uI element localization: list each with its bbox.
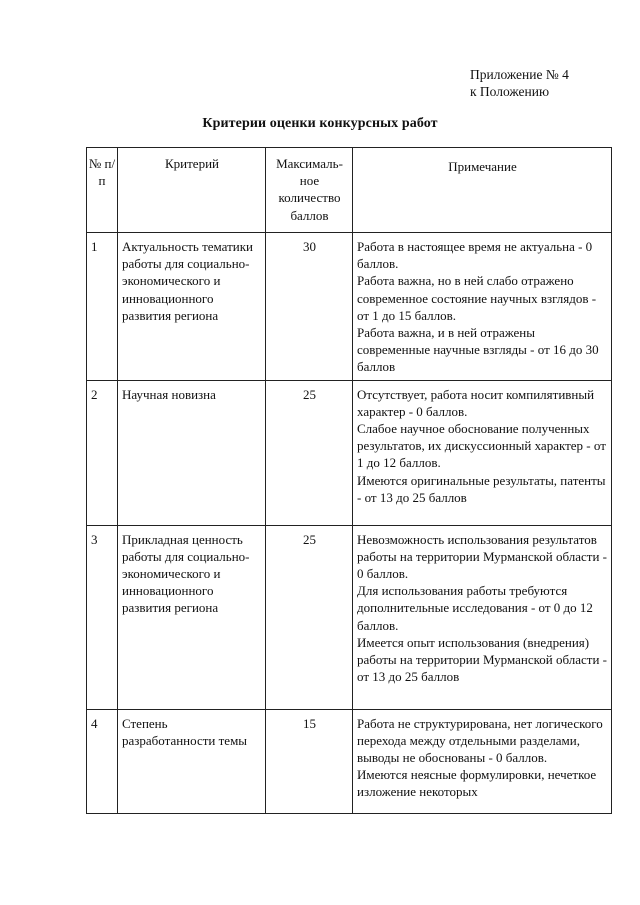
criteria-table bbox=[86, 147, 612, 814]
appendix-regulation: к Положению bbox=[470, 84, 550, 99]
document-title: Критерии оценки конкурсных работ bbox=[202, 116, 438, 131]
row-note bbox=[353, 380, 612, 525]
header-max-score: Максималь-ное количество баллов bbox=[266, 148, 353, 233]
row-number: 2 bbox=[87, 380, 118, 525]
row-max-score: 25 bbox=[266, 380, 353, 525]
table-row bbox=[87, 380, 612, 525]
row-max-score: 30 bbox=[266, 233, 353, 381]
header-number: № п/п bbox=[87, 148, 118, 233]
table-row bbox=[87, 233, 612, 381]
row-note bbox=[353, 709, 612, 813]
note-line: Имеются оригинальные результаты, патенты - от 13 до 25 баллов bbox=[357, 472, 606, 505]
row-number: 3 bbox=[87, 525, 118, 709]
row-note bbox=[353, 525, 612, 709]
note-line: Слабое научное обоснование полученных результатов, их дискуссионный характер - от 1 до 12 баллов. bbox=[357, 421, 606, 471]
note-line: Имеются неясные формулировки, нечеткое изложение некоторых bbox=[357, 767, 597, 800]
note-line: Работа важна, и в ней отражены современные научные взгляды - от 16 до 30 баллов bbox=[357, 325, 599, 375]
row-criterion: Актуальность тематики работы для социально-экономического и инновационного развития региона bbox=[118, 233, 266, 381]
row-max-score: 25 bbox=[266, 525, 353, 709]
row-criterion: Научная новизна bbox=[118, 380, 266, 525]
note-line: Работа не структурирована, нет логического перехода между отдельными разделами, выводы не обоснованы - 0 баллов. bbox=[357, 715, 603, 766]
row-number: 4 bbox=[87, 709, 118, 813]
appendix-number: Приложение № 4 bbox=[470, 67, 569, 82]
row-criterion: Степень разработанности темы bbox=[118, 709, 266, 813]
note-line: Имеется опыт использования (внедрения) работы на территории Мурманской области - от 13 до 25 баллов bbox=[357, 634, 608, 685]
header-note: Примечание bbox=[353, 148, 612, 233]
row-criterion: Прикладная ценность работы для социально-экономического и инновационного развития региона bbox=[118, 525, 266, 709]
table-row bbox=[87, 709, 612, 813]
note-line: Работа важна, но в ней слабо отражено современное состояние научных взглядов - от 1 до 15 баллов. bbox=[357, 273, 597, 323]
row-number: 1 bbox=[87, 233, 118, 381]
note-line: Отсутствует, работа носит компилятивный характер - 0 баллов. bbox=[357, 386, 595, 419]
table-row bbox=[87, 525, 612, 709]
appendix-reference bbox=[470, 66, 569, 100]
row-note bbox=[353, 233, 612, 381]
note-line: Невозможность использования результатов работы на территории Мурманской области - 0 баллов. bbox=[357, 531, 608, 582]
table-header-row bbox=[87, 148, 612, 233]
note-line: Работа в настоящее время не актуальна - 0 баллов. bbox=[357, 239, 593, 272]
note-line: Для использования работы требуются дополнительные исследования - от 0 до 12 баллов. bbox=[357, 583, 593, 633]
header-criterion: Критерий bbox=[118, 148, 266, 233]
row-max-score: 15 bbox=[266, 709, 353, 813]
